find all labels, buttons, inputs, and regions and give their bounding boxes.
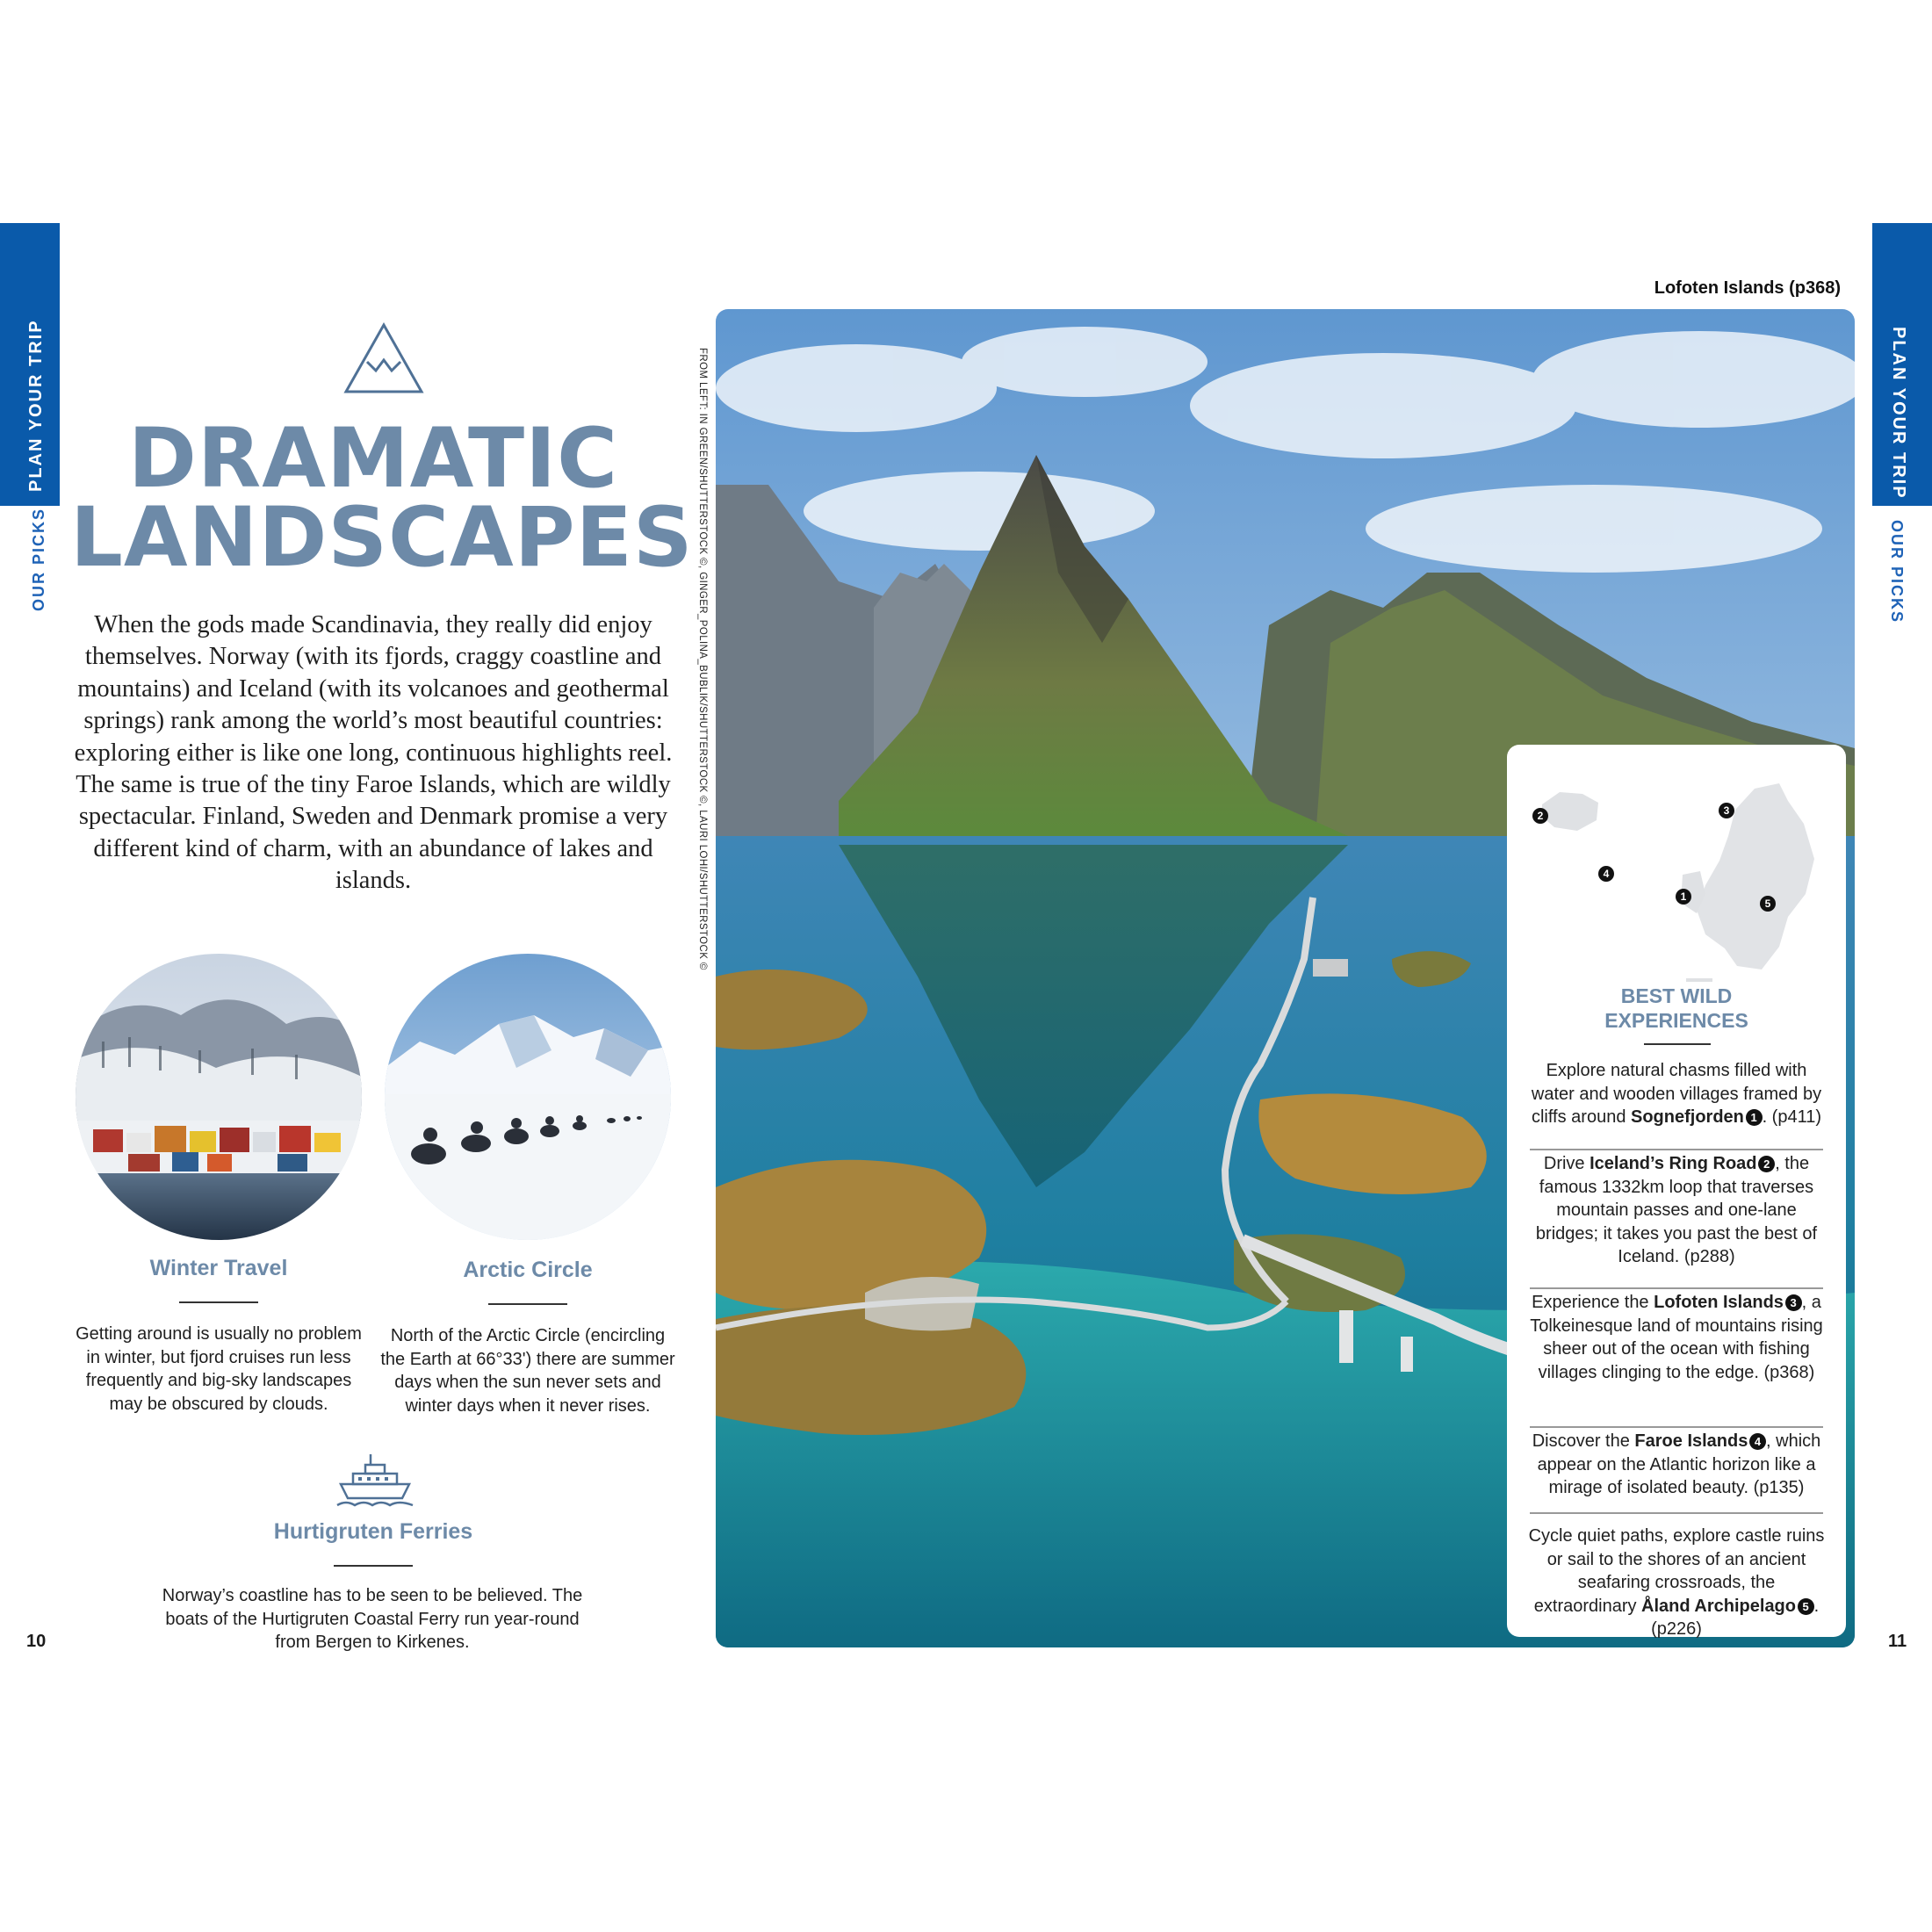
page-title xyxy=(70,411,694,586)
experience-text: Discover the xyxy=(1532,1431,1635,1451)
experience-divider xyxy=(1530,1512,1823,1514)
side-tab-sub-right: OUR PICKS xyxy=(1888,520,1906,624)
page-number-left: 10 xyxy=(26,1632,47,1651)
arctic-divider xyxy=(488,1303,567,1305)
experience-divider xyxy=(1530,1149,1823,1150)
experience-number: 5 xyxy=(1798,1598,1814,1615)
experience-text: Experience the xyxy=(1532,1293,1654,1312)
experience-text: Explore natural chasms filled with water and wooden villages framed by cliffs around xyxy=(1531,1061,1822,1127)
experience-item xyxy=(1526,1525,1827,1641)
experience-text: . (p411) xyxy=(1762,1107,1822,1127)
title-line-1: DRAMATIC xyxy=(127,411,619,507)
experience-number: 2 xyxy=(1758,1156,1775,1172)
experience-text: , a Tolkeinesque land of mountains rising sheer out of the ocean with fishing villages clinging to the edge. (p368) xyxy=(1530,1293,1823,1382)
map-marker-1: 1 xyxy=(1676,889,1691,905)
winter-travel-title: Winter Travel xyxy=(149,1256,288,1280)
map-marker-3: 3 xyxy=(1719,803,1734,818)
winter-divider xyxy=(179,1301,258,1303)
hurtigruten-title: Hurtigruten Ferries xyxy=(273,1519,473,1544)
experience-text: Drive xyxy=(1543,1154,1590,1173)
side-tab-label-left: PLAN YOUR TRIP xyxy=(26,319,46,492)
hurtigruten-text: Norway’s coastline has to be seen to be believed. The boats of the Hurtigruten Coastal Ferry run year-round from Bergen to Kirkenes. xyxy=(162,1586,583,1653)
experience-item xyxy=(1526,1059,1827,1129)
side-tab-label-right: PLAN YOUR TRIP xyxy=(1889,327,1908,500)
card-heading-line-1: BEST WILD xyxy=(1620,984,1733,1007)
map-marker-4: 4 xyxy=(1598,866,1614,882)
experience-place: Lofoten Islands xyxy=(1654,1293,1784,1312)
experience-number: 1 xyxy=(1746,1109,1763,1126)
scandinavia-locator-map xyxy=(1525,762,1832,982)
mountain-icon xyxy=(342,321,425,395)
title-line-2: LANDSCAPES xyxy=(70,490,694,586)
experience-text: . (p226) xyxy=(1651,1596,1820,1639)
experience-text: , which appear on the Atlantic horizon like a mirage of isolated beauty. (p135) xyxy=(1537,1431,1821,1497)
photo-credit: FROM LEFT: IN GREEN/SHUTTERSTOCK ©, GINGER_POLINA_BUBLIK/SHUTTERSTOCK ©, LAURI LOHI/SHUTTERSTOCK © xyxy=(697,348,708,970)
map-marker-5: 5 xyxy=(1760,896,1776,912)
experience-text: , the famous 1332km loop that traverses mountain passes and one-lane bridges; it takes you past the best of Iceland. (p288) xyxy=(1535,1154,1818,1266)
experience-divider xyxy=(1530,1426,1823,1428)
arctic-circle-title: Arctic Circle xyxy=(463,1258,593,1282)
page-number-right: 11 xyxy=(1888,1632,1907,1651)
card-heading-line-2: EXPERIENCES xyxy=(1604,1009,1748,1032)
experience-place: Iceland’s Ring Road xyxy=(1590,1154,1757,1173)
photo-caption: Lofoten Islands (p368) xyxy=(1654,278,1841,298)
winter-village-photo xyxy=(76,954,362,1240)
ferry-icon xyxy=(335,1451,415,1509)
experience-item xyxy=(1526,1152,1827,1269)
intro-paragraph: When the gods made Scandinavia, they really did enjoy themselves. Norway (with its fjords, craggy coastline and mountains) and Iceland (with its volcanoes and geothermal springs) rank among the world’s most beautiful countries: exploring either is like one long, continuous highlights reel. The same is true of the tiny Faroe Islands, which are wildly spectacular. Finland, Sweden and Denmark promise a very different kind of charm, with an abundance of lakes and islands. xyxy=(74,611,673,895)
arctic-snowmobile-photo xyxy=(385,954,671,1240)
experience-text: Cycle quiet paths, explore castle ruins or sail to the shores of an ancient seafaring crossroads, the extraordinary xyxy=(1528,1526,1825,1616)
experience-number: 3 xyxy=(1785,1294,1802,1311)
experience-number: 4 xyxy=(1749,1433,1766,1450)
experience-item xyxy=(1526,1291,1827,1384)
best-wild-experiences-card xyxy=(1507,745,1846,1637)
experience-place: Åland Archipelago xyxy=(1641,1596,1796,1616)
ferries-divider xyxy=(334,1565,413,1567)
experience-item xyxy=(1526,1430,1827,1500)
arctic-circle-text: North of the Arctic Circle (encircling the Earth at 66°33') there are summer days when the sun never sets and winter days when it never rises. xyxy=(380,1326,675,1416)
card-heading xyxy=(1507,984,1846,1033)
card-heading-divider xyxy=(1644,1043,1711,1045)
experience-place: Sognefjorden xyxy=(1631,1107,1744,1127)
map-marker-2: 2 xyxy=(1532,808,1548,824)
experience-place: Faroe Islands xyxy=(1634,1431,1748,1451)
side-tab-sub-left: OUR PICKS xyxy=(30,507,47,611)
winter-travel-text: Getting around is usually no problem in winter, but fjord cruises run less frequently and big-sky landscapes may be obscured by clouds. xyxy=(76,1324,362,1414)
experience-divider xyxy=(1530,1287,1823,1289)
